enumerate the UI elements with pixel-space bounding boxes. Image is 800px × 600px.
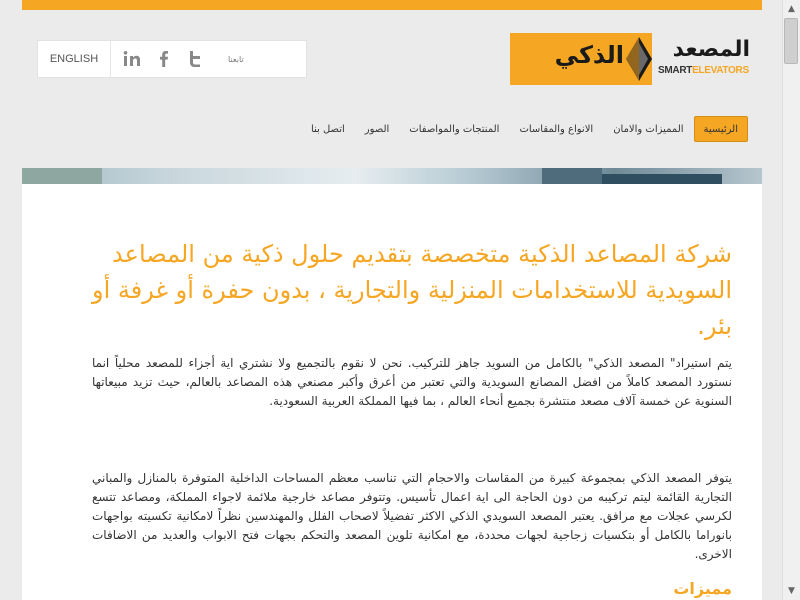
header-social-bar (37, 40, 307, 78)
logo-en-elevators: ELEVATORS (692, 65, 749, 76)
facebook-icon[interactable] (153, 48, 175, 70)
logo-english-text (658, 65, 749, 76)
nav-features-safety[interactable]: المميزات والامان (613, 123, 684, 135)
logo-arabic-smart: الذكي (554, 41, 624, 69)
main-content (22, 184, 762, 600)
banner-plant-area (22, 168, 102, 184)
logo-wordmark (656, 37, 760, 83)
nav-photos[interactable]: الصور (364, 123, 390, 135)
logo-en-smart: SMART (658, 65, 693, 76)
scroll-down-arrow-icon[interactable]: ▼ (788, 586, 795, 596)
language-english-button[interactable]: ENGLISH (38, 41, 111, 77)
site-logo[interactable] (510, 33, 760, 87)
nav-home[interactable]: الرئيسية (694, 116, 748, 142)
follow-us-label: تابعنا (228, 54, 244, 64)
nav-types-sizes[interactable]: الانواع والمقاسات (519, 123, 594, 135)
features-heading: مميزات (673, 579, 732, 598)
nav-contact[interactable]: اتصل بنا (310, 123, 345, 135)
scroll-up-arrow-icon[interactable]: ▲ (788, 4, 795, 14)
intro-paragraph: يتم استيراد" المصعد الذكي" بالكامل من السويد جاهز للتركيب. نحن لا نقوم بالتجميع ولا نشتري اية أجزاء للمصعد محلياً انما نستورد المصعد كاملاً من افضل المصانع السويدية والتي تعتبر من أعرق وأكبر مصنعي هذه المصاعد بالعالم، حيث تزيد مبيعاتها السنوية عن خمسة آلاف مصعد منتشرة بجميع أنحاء العالم ، بما فيها المملكة العربية السعودية. (92, 356, 732, 408)
vertical-scrollbar[interactable] (782, 0, 800, 600)
logo-gem-icon (624, 35, 652, 83)
main-navigation (301, 116, 748, 142)
nav-products-specs[interactable]: المنتجات والمواصفات (409, 123, 500, 135)
twitter-icon[interactable] (184, 48, 206, 70)
banner-dark-area (602, 174, 722, 184)
logo-yellow-block (510, 33, 652, 85)
page-headline: شركة المصاعد الذكية متخصصة بتقديم حلول ذكية من المصاعد السويدية للاستخدامات المنزلية والتجارية ، بدون حفرة أو غرفة أو بئر. (92, 240, 732, 340)
linkedin-icon[interactable] (121, 48, 143, 70)
hero-banner-image (22, 168, 762, 184)
banner-window-area (542, 168, 602, 184)
top-accent-strip (22, 0, 762, 10)
logo-arabic-elevator: المصعد (672, 37, 750, 62)
scrollbar-thumb[interactable] (784, 18, 798, 64)
sizes-paragraph: يتوفر المصعد الذكي بمجموعة كبيرة من المقاسات والاحجام التي تناسب معظم المساحات الداخلية المتوفرة بالمنازل والمباني التجارية القائمة ليتم تركيبه من دون الحاجة الى اية اعمال تأسيس. وتتوفر مصاعد خارجية ملائمة لاجواء المملكة، ومصاعد تتسع لكرسي عجلات مع مرافق. يعتبر المصعد السويدي الذكي الاكثر تفضيلاً لاصحاب الفلل والمهندسين نظراً لامكانية تكسيته بواجهات بانوراما بالكامل أو بتكسيات زجاجية لجهات محددة، مع امكانية تلوين المصعد والتحكم بجهات فتح الابواب والعديد من الاضافات الاخرى. (92, 471, 732, 561)
